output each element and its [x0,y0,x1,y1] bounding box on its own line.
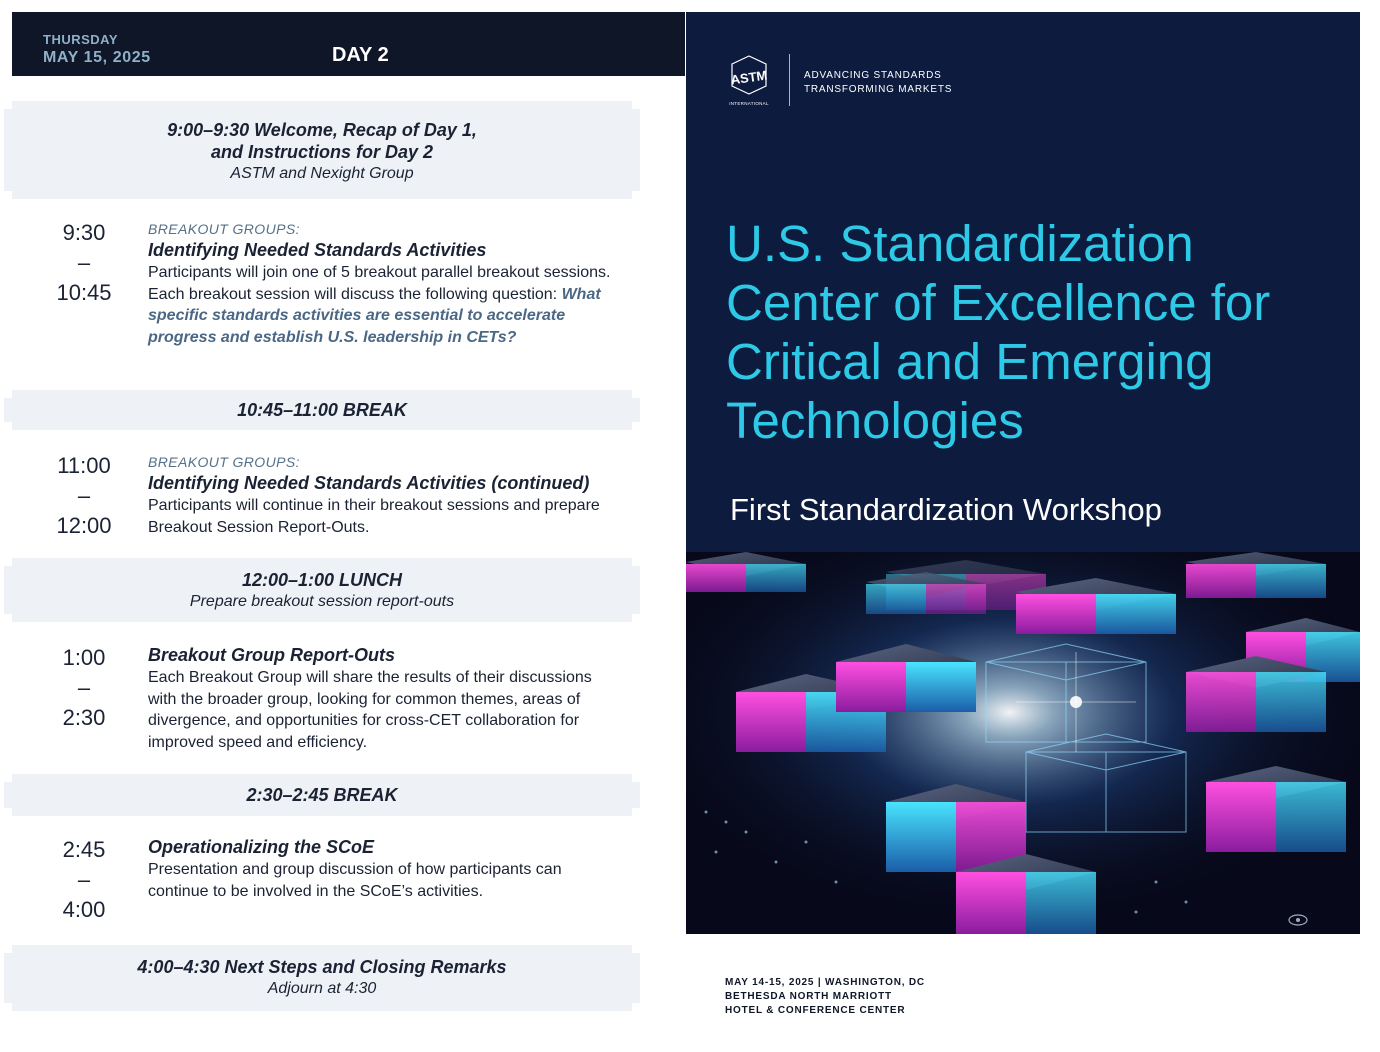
time-start: 9:30 [62,220,106,245]
tagline [804,69,952,97]
time-separator: – [77,675,91,700]
welcome-title-line2: and Instructions for Day 2 [210,142,434,162]
closing-band [12,945,632,1011]
time-end: 2:30 [62,705,106,730]
session-2-content [148,453,618,538]
lunch-band [12,558,632,622]
session-3-content [148,643,618,753]
cover-illustration [686,552,1360,934]
time-end: 12:00 [56,513,112,538]
day-header-bar [12,12,685,76]
time-separator: – [77,867,91,892]
break-band-2 [12,774,632,816]
session-1-content [148,220,618,348]
crop-mark-icon [1340,12,1356,32]
session-description: Each Breakout Group will share the results of their discussions with the broader group, looking for common themes, areas of divergence, and opportunities for cross-CET collaboration for improved speed and efficiency. [148,669,592,751]
event-footer [725,976,925,1018]
session-description: Presentation and group discussion of how participants can continue to be involved in the SCoE’s activities. [148,861,562,900]
session-1-time [40,218,128,308]
cover-panel [686,12,1360,552]
day-label: DAY 2 [332,44,389,66]
session-3-time [40,643,128,733]
session-4-time [40,835,128,925]
cover-subtitle: First Standardization Workshop [730,492,1162,527]
break-1-title: 10:45–11:00 BREAK [237,400,407,420]
session-kicker: BREAKOUT GROUPS: [148,454,300,470]
key-question: What specific standards activities are essential to accelerate progress and establish U.S. leadership in CETs? [148,285,601,346]
welcome-title-line1: 9:00–9:30 Welcome, Recap of Day 1, [167,120,477,140]
cover-title-line3: Critical and Emerging [726,333,1214,390]
break-2-title: 2:30–2:45 BREAK [246,785,398,805]
venue-line1: BETHESDA NORTH MARRIOTT [725,991,892,1002]
astm-logo-icon [722,52,776,108]
description-text: Participants will join one of 5 breakout parallel breakout sessions. Each breakout session will discuss the following question: [148,264,611,303]
time-separator: – [77,483,91,508]
session-2-time [40,451,128,541]
lunch-title: 12:00–1:00 LUNCH [241,570,403,590]
session-title: Breakout Group Report-Outs [148,645,396,665]
logo-text: ASTM [729,67,769,88]
tagline-line2: TRANSFORMING MARKETS [804,84,953,95]
tagline-line1: ADVANCING STANDARDS [804,70,942,81]
day-date: MAY 15, 2025 [43,49,151,66]
venue-line2: HOTEL & CONFERENCE CENTER [725,1005,906,1016]
welcome-band [12,101,632,199]
closing-subtitle: Adjourn at 4:30 [267,980,377,997]
logo-divider [789,54,790,106]
session-description [148,262,618,348]
session-title: Operationalizing the SCoE [148,837,375,857]
cover-title-line4: Technologies [726,392,1024,449]
session-title: Identifying Needed Standards Activities [148,240,487,260]
time-start: 2:45 [62,837,106,862]
session-4-content [148,835,618,902]
cover-title-line2: Center of Excellence for [726,274,1271,331]
time-end: 10:45 [56,280,112,305]
event-date-location: MAY 14-15, 2025 | WASHINGTON, DC [725,977,925,988]
break-band-1 [12,390,632,430]
welcome-subtitle: ASTM and Nexight Group [230,165,414,182]
closing-title: 4:00–4:30 Next Steps and Closing Remarks [137,957,507,977]
time-separator: – [77,250,91,275]
session-description: Participants will continue in their breakout sessions and prepare Breakout Session Report-Outs. [148,497,600,536]
session-title: Identifying Needed Standards Activities (continued) [148,473,590,493]
time-end: 4:00 [62,897,106,922]
time-start: 1:00 [62,645,106,670]
lunch-subtitle: Prepare breakout session report-outs [189,593,455,610]
session-kicker: BREAKOUT GROUPS: [148,221,300,237]
logo-subtext: INTERNATIONAL [729,101,769,106]
time-start: 11:00 [57,453,111,478]
day-name: THURSDAY [43,32,119,47]
circuit-cubes-image [686,552,1360,934]
cover-title-line1: U.S. Standardization [726,215,1194,272]
cover-title [726,214,1346,450]
